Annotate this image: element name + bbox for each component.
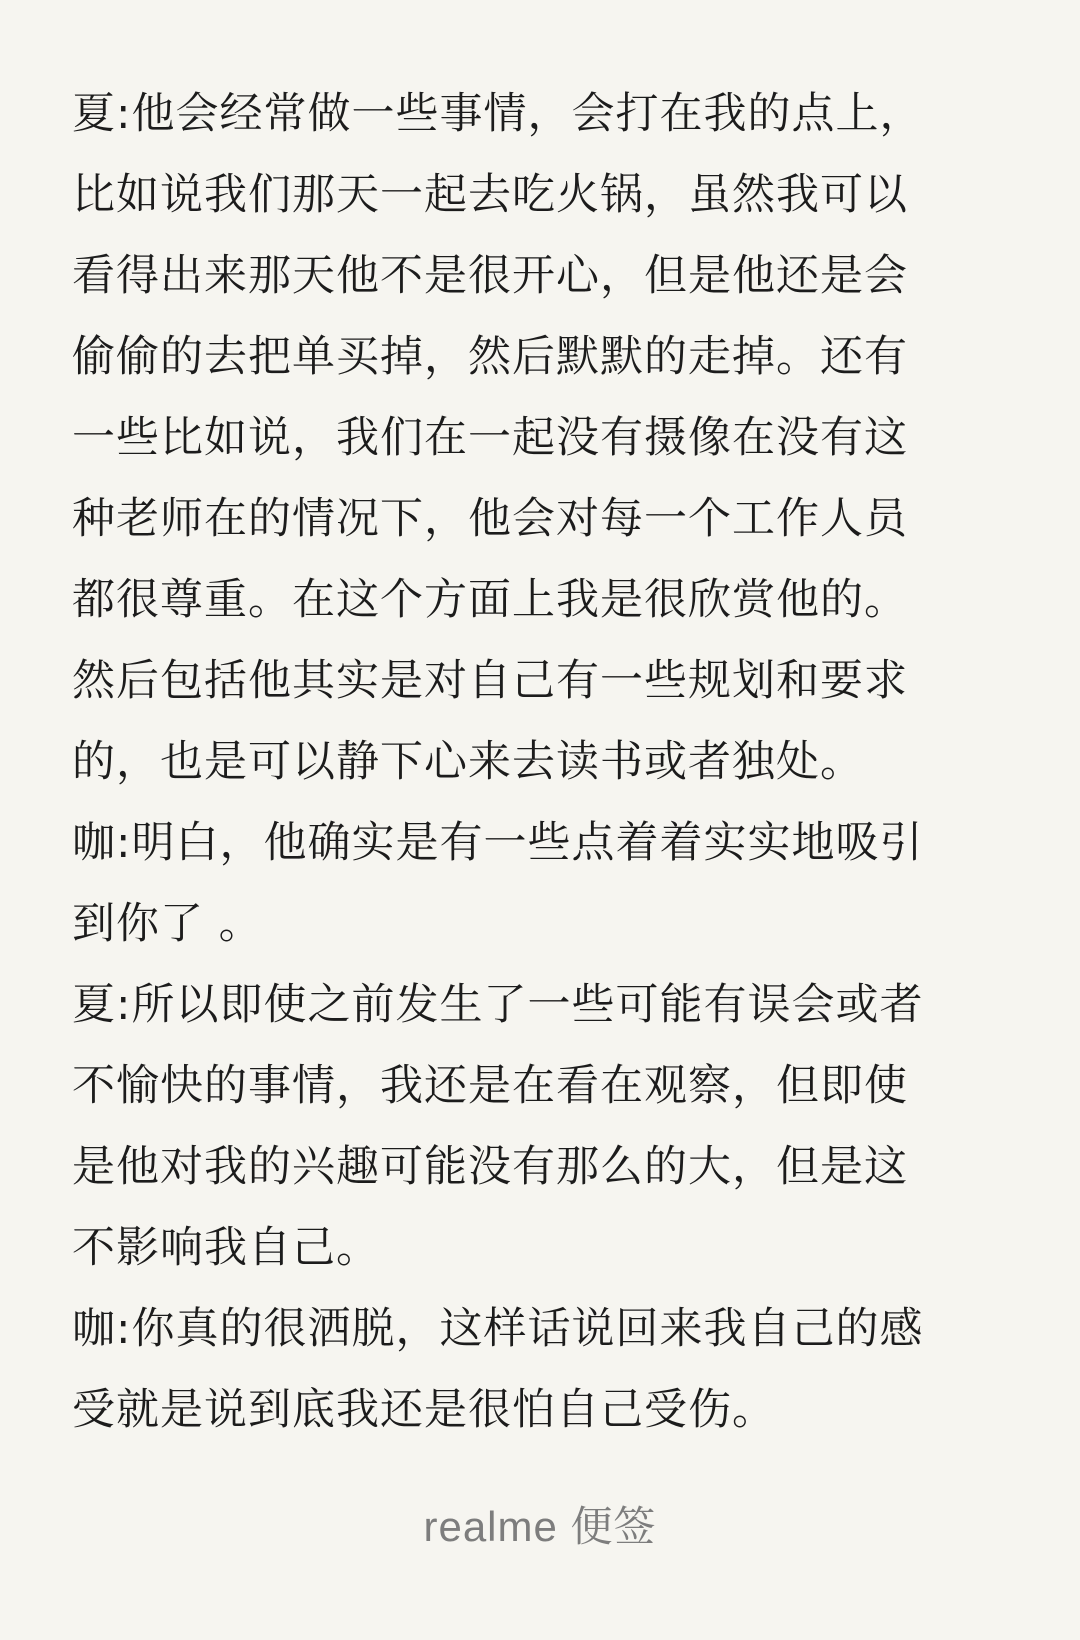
note-line: 咖:你真的很洒脱，这样话说回来我自己的感 (72, 1304, 924, 1354)
note-line: 比如说我们那天一起去吃火锅，虽然我可以 (72, 170, 908, 220)
note-line: 一些比如说，我们在一起没有摄像在没有这 (72, 413, 908, 463)
app-watermark: realme 便签 (423, 1503, 657, 1550)
note-line: 受就是说到底我还是很怕自己受伤。 (72, 1385, 776, 1435)
note-line: 夏:他会经常做一些事情，会打在我的点上， (72, 89, 924, 139)
note-line: 夏:所以即使之前发生了一些可能有误会或者 (72, 980, 924, 1030)
note-line: 是他对我的兴趣可能没有那么的大，但是这 (72, 1142, 908, 1192)
note-line: 不影响我自己。 (72, 1223, 380, 1273)
note-text (72, 74, 1008, 1451)
note-line: 都很尊重。在这个方面上我是很欣赏他的。 (72, 575, 908, 625)
note-line: 的，也是可以静下心来去读书或者独处。 (72, 737, 864, 787)
note-line: 到你了 。 (72, 899, 263, 949)
note-line: 然后包括他其实是对自己有一些规划和要求 (72, 656, 908, 706)
note-line: 咖:明白，他确实是有一些点着着实实地吸引 (72, 818, 924, 868)
note-line: 偷偷的去把单买掉，然后默默的走掉。还有 (72, 332, 908, 382)
note-line: 看得出来那天他不是很开心，但是他还是会 (72, 251, 908, 301)
note-line: 不愉快的事情，我还是在看在观察，但即使 (72, 1061, 908, 1111)
note-line: 种老师在的情况下，他会对每一个工作人员 (72, 494, 908, 544)
